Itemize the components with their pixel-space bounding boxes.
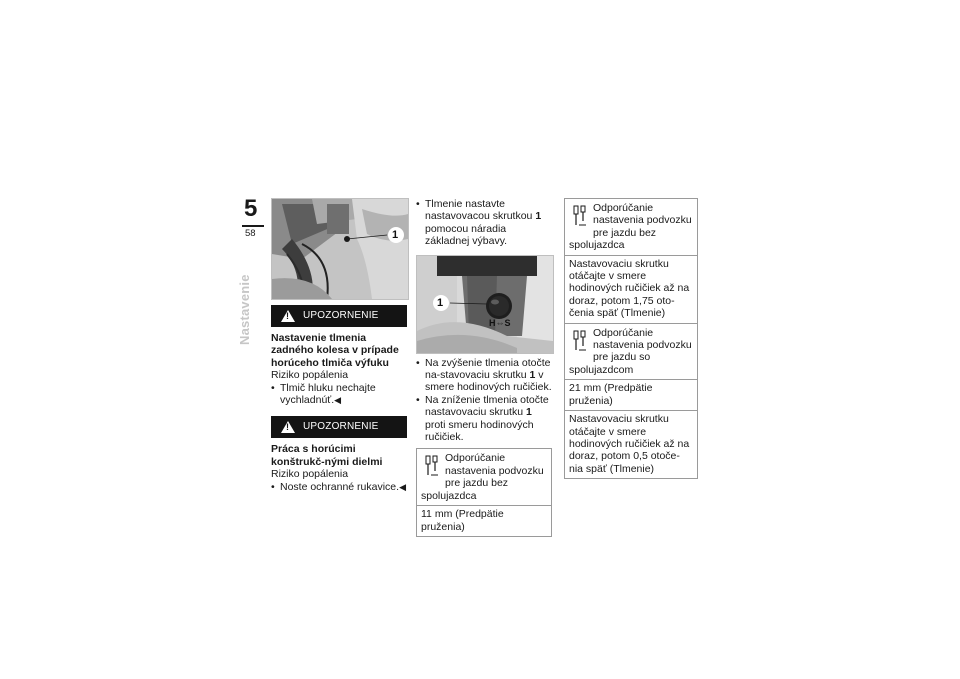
warning-instruction	[271, 382, 407, 407]
callout-1: 1	[437, 296, 444, 309]
warning-instruction	[271, 481, 407, 493]
photo-exhaust-damper-image	[272, 199, 408, 299]
instruction-text: Tlmenie nastavte nastavovacou skrutkou	[425, 198, 533, 223]
warning-label: UPOZORNENIE	[303, 309, 379, 321]
instruction-text: Na zníženie tlmenia otočte nastavovaciu skrutku	[425, 393, 549, 419]
column-3	[564, 198, 698, 479]
column-1	[271, 198, 407, 493]
warning-triangle-icon	[281, 310, 295, 322]
end-mark-icon: ◀	[334, 395, 342, 406]
warning-title: Nastavenie tlmenia zadného kolesa v prípade horúceho tlmiča výfuku	[271, 332, 399, 369]
column-2	[416, 198, 552, 537]
spec-table-header-text: Odporúčanie nastavenia podvozku pre jazdu bez spolujazdca	[569, 202, 692, 252]
warning-risk: Riziko popálenia	[271, 369, 349, 382]
chapter-number: 5	[244, 195, 258, 222]
chapter-divider	[242, 225, 264, 227]
spec-table-header	[565, 323, 697, 380]
instruction-text: proti smeru hodinových ručičiek.	[425, 418, 534, 444]
spec-table-header-text: Odporúčanie nastavenia podvozku pre jazdu bez spolujazdca	[421, 452, 544, 502]
photo-exhaust-damper	[271, 198, 409, 300]
spec-table-value: 21 mm (Predpätie pruženia)	[565, 379, 697, 410]
chapter-title: Nastavenie	[237, 274, 252, 345]
warning-instruction-text: Tlmič hluku nechajte vychladnúť.	[280, 381, 376, 407]
wrench-icon	[573, 205, 587, 227]
spec-table-value: Nastavovaciu skrutku otáčajte v smere hodinových ručičiek až na doraz, potom 1,75 oto-čenia späť (Tlmenie)	[565, 255, 697, 323]
instruction-increase	[416, 357, 552, 394]
warning-risk: Riziko popálenia	[271, 468, 349, 481]
reference-number: 1	[535, 210, 542, 223]
spec-table	[416, 448, 552, 536]
instruction-adjust	[416, 198, 552, 248]
reference-number: 1	[529, 369, 536, 382]
spec-table-header	[565, 199, 697, 255]
warning-triangle-icon	[281, 421, 295, 433]
instruction-text: v smere hodinových ručičiek.	[425, 369, 552, 394]
hs-label: H⇔S	[489, 317, 511, 328]
photo-adjusting-screw	[416, 255, 554, 354]
spec-table-header	[417, 449, 551, 505]
warning-title: Práca s horúcimi konštrukč-nými dielmi	[271, 443, 383, 468]
warning-bar-1	[271, 305, 407, 327]
callout-1: 1	[392, 229, 399, 241]
warning-instruction-text: Noste ochranné rukavice.	[280, 480, 400, 493]
spec-table-value: 11 mm (Predpätie pruženia)	[417, 505, 551, 536]
warning-label: UPOZORNENIE	[303, 421, 379, 433]
reference-number: 1	[525, 406, 532, 419]
page-number: 58	[245, 228, 256, 239]
end-mark-icon: ◀	[399, 481, 406, 492]
spec-table-value: Nastavovaciu skrutku otáčajte v smere hodinových ručičiek až na doraz, potom 0,5 otoče-nia späť (Tlmenie)	[565, 410, 697, 478]
spec-table-solo	[564, 198, 698, 479]
wrench-icon	[573, 330, 587, 352]
wrench-icon	[425, 455, 439, 477]
warning-bar-2	[271, 416, 407, 438]
spec-table-header-text: Odporúčanie nastavenia podvozku pre jazdu so spolujazdcom	[569, 326, 692, 376]
instruction-text: Na zvýšenie tlmenia otočte na-stavovaciu skrutku	[425, 356, 551, 382]
instruction-decrease	[416, 394, 552, 444]
instruction-text: pomocou náradia základnej výbavy.	[425, 222, 508, 248]
